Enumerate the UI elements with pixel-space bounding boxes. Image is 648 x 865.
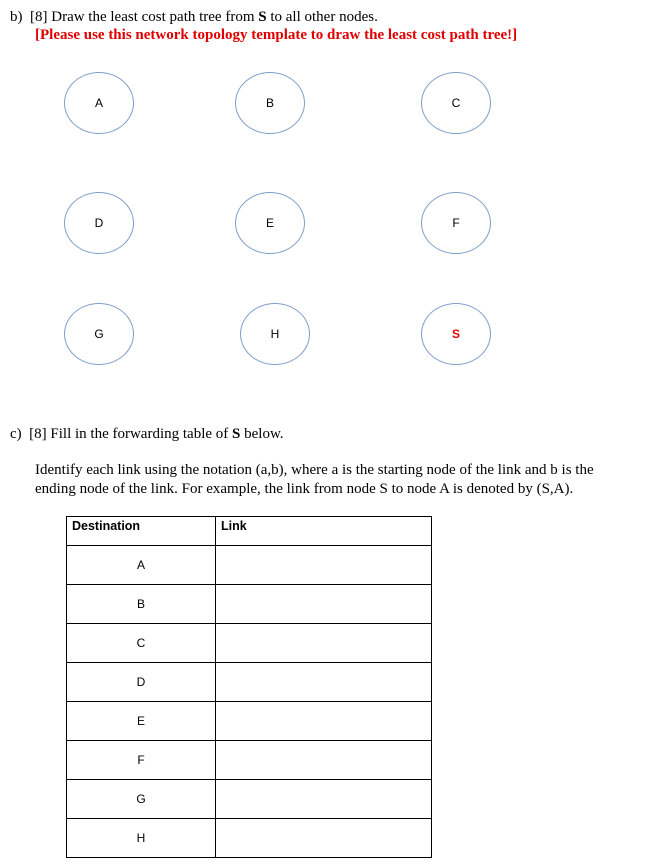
link-cell[interactable]: [216, 819, 432, 858]
question-b-source-node: S: [258, 9, 267, 25]
node-f[interactable]: F: [421, 192, 491, 254]
destination-label: C: [136, 636, 146, 650]
header-link: Link: [216, 517, 432, 546]
destination-cell: [67, 780, 216, 819]
destination-cell: [67, 546, 216, 585]
question-c-suffix: below.: [240, 426, 284, 442]
link-cell[interactable]: [216, 546, 432, 585]
destination-cell: [67, 702, 216, 741]
question-b-line: [10, 8, 378, 26]
table-row: [67, 741, 432, 780]
table-header-row: [67, 517, 432, 546]
header-destination: Destination: [67, 517, 216, 546]
destination-cell: [67, 819, 216, 858]
question-b-prefix: [8] Draw the least cost path tree from: [30, 9, 259, 25]
destination-label: H: [136, 831, 146, 845]
destination-label: B: [136, 597, 145, 611]
node-e[interactable]: E: [235, 192, 305, 254]
question-c-prefix: [8] Fill in the forwarding table of: [29, 426, 233, 442]
node-c[interactable]: C: [421, 72, 491, 134]
question-b-suffix: to all other nodes.: [266, 9, 378, 25]
link-cell[interactable]: [216, 624, 432, 663]
node-s[interactable]: S: [421, 303, 491, 365]
question-c-paragraph: Identify each link using the notation (a,b), where a is the starting node of the link and b is the ending node of the link. For example, the link from node S to node A is denoted by (S,A).: [35, 462, 594, 497]
question-c-line: [10, 425, 284, 443]
destination-label: D: [136, 675, 146, 689]
table-row: [67, 780, 432, 819]
table-row: [67, 585, 432, 624]
link-cell[interactable]: [216, 741, 432, 780]
node-b[interactable]: B: [235, 72, 305, 134]
destination-label: A: [136, 558, 145, 572]
table-row: [67, 702, 432, 741]
destination-label: G: [136, 792, 146, 806]
destination-cell: [67, 663, 216, 702]
question-b-instruction: [Please use this network topology template to draw the least cost path tree!]: [35, 27, 518, 43]
table-row: [67, 819, 432, 858]
table-row: [67, 546, 432, 585]
link-cell[interactable]: [216, 585, 432, 624]
table-row: [67, 663, 432, 702]
node-h[interactable]: H: [240, 303, 310, 365]
link-cell[interactable]: [216, 702, 432, 741]
question-c-label: c): [10, 426, 22, 442]
node-d[interactable]: D: [64, 192, 134, 254]
table-row: [67, 624, 432, 663]
question-b-label: b): [10, 9, 23, 25]
destination-cell: [67, 585, 216, 624]
table-body: [67, 546, 432, 858]
forwarding-table: [66, 516, 432, 858]
node-a[interactable]: A: [64, 72, 134, 134]
node-g[interactable]: G: [64, 303, 134, 365]
destination-label: E: [136, 714, 145, 728]
destination-label: F: [137, 753, 145, 767]
destination-cell: [67, 624, 216, 663]
question-c-source-node: S: [232, 426, 241, 442]
destination-cell: [67, 741, 216, 780]
link-cell[interactable]: [216, 663, 432, 702]
link-cell[interactable]: [216, 780, 432, 819]
